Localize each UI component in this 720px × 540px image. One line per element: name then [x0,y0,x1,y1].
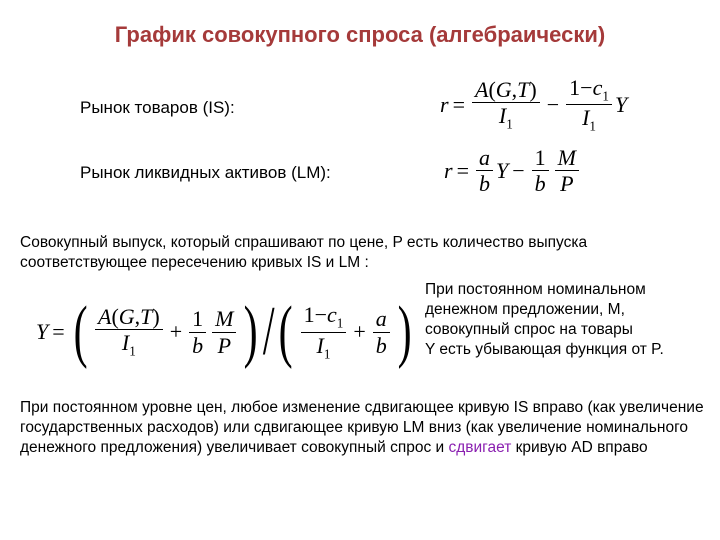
shift-text-before: При постоянном уровне цен, любое изменение сдвигающее кривую IS вправо (как увеличение государственных расходов) или сдвигающее кривую LM вниз (как увеличение номинального денежного предложения) увеличивает совокупный спрос и [20,399,704,456]
ad-explanation-line-1: При постоянном номинальном [425,281,646,298]
ad-explanation-line-4: Y есть убывающая функция от P. [425,341,664,358]
is-formula: r = $\frac{A(G,T)}{I_1}$ − $\frac{1-c_1}{I_1}$ Y [440,75,628,134]
ad-formula: Y = ( $\frac{A(G,T)}{I_1}$ + $\frac{1}{b}$ $\frac{M}{P}$ ) / ( $\frac{1-c_1}{I_1}$ + $\frac{a}{b}$ ) [36,293,412,370]
shift-paragraph [20,398,710,458]
shift-highlight: сдвигает [448,439,512,456]
lm-market-label: Рынок ликвидных активов (LM): [80,163,331,182]
ad-explanation [425,280,715,360]
output-intro-text: Совокупный выпуск, который спрашивают по цене, P есть количество выпуска соответствующее пересечению кривых IS и LM : [20,234,588,271]
lm-formula: r = $\frac{a}{b}$ Y − $\frac{1}{b}$ $\frac{M}{P}$ [444,146,582,195]
slide-title: График совокупного спроса (алгебраически) [114,22,606,47]
ad-explanation-line-3: совокупный спрос на товары [425,321,633,338]
shift-text-after: кривую AD вправо [511,439,648,456]
ad-explanation-line-2: денежном предложении, M, [425,301,625,318]
is-market-label: Рынок товаров (IS): [80,98,235,117]
